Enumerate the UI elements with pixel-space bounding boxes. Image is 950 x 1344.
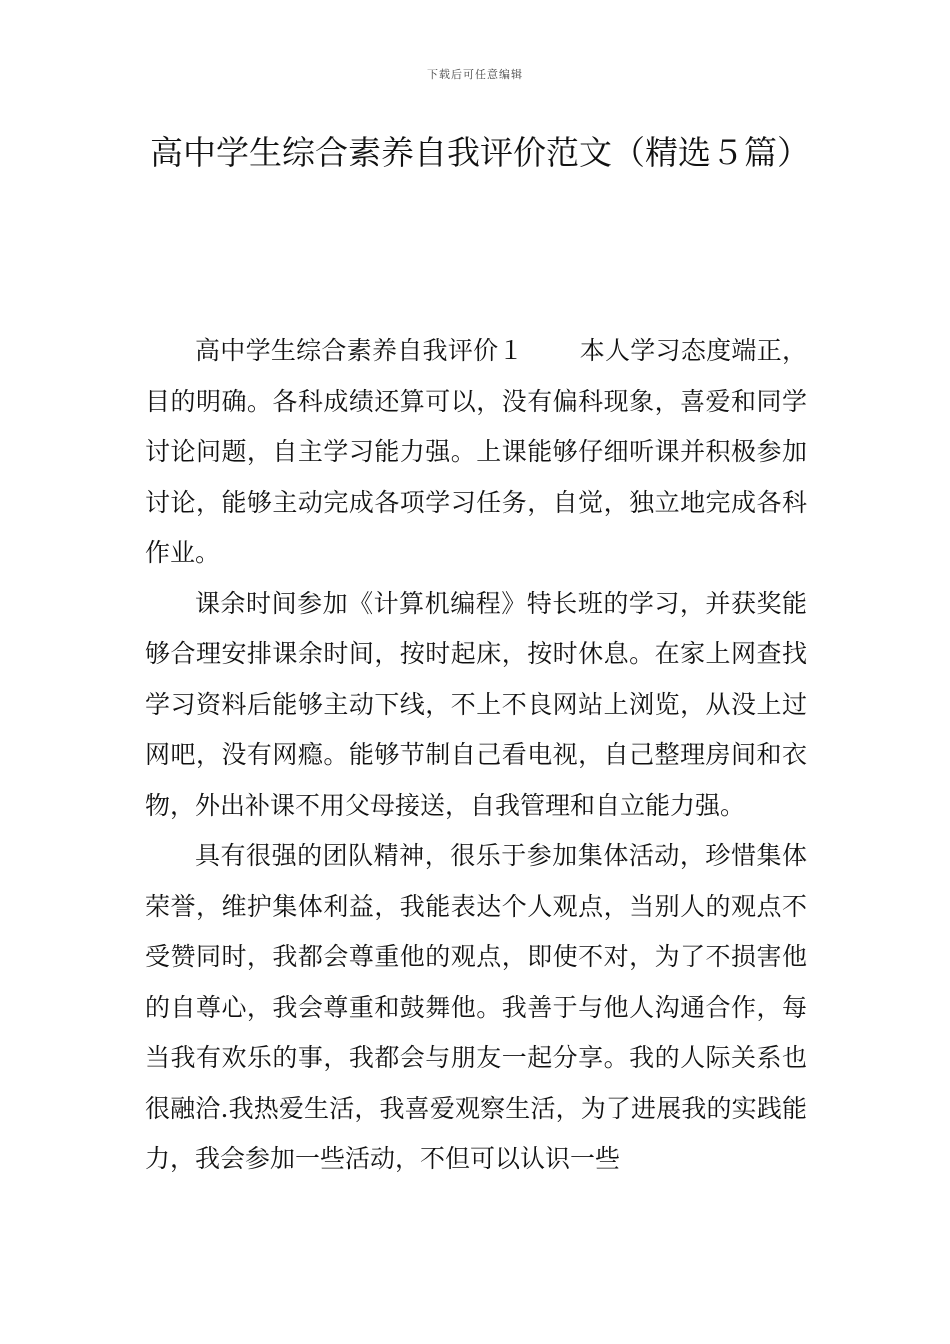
section-heading: 高中学生综合素养自我评价１ (195, 336, 524, 365)
document-title: 高中学生综合素养自我评价范文（精选５篇） (150, 133, 810, 172)
paragraph-1 (145, 326, 807, 579)
header-note: 下载后可任意编辑 (427, 68, 523, 81)
paragraph-3: 具有很强的团队精神，很乐于参加集体活动，珍惜集体荣誉，维护集体利益，我能表达个人观点，当别人的观点不受赞同时，我都会尊重他的观点，即使不对，为了不损害他的自尊心，我会尊重和鼓舞他。我善于与他人沟通合作，每当我有欢乐的事，我都会与朋友一起分享。我的人际关系也很融洽.我热爱生活，我喜爱观察生活，为了进展我的实践能力，我会参加一些活动，不但可以认识一些 (145, 841, 807, 1173)
paragraph-text: 本人学习态度端正，目的明确。各科成绩还算可以，没有偏科现象，喜爱和同学讨论问题，自主学习能力强。上课能够仔细听课并积极参加讨论，能够主动完成各项学习任务，自觉，独立地完成各科作业。 (145, 336, 807, 567)
document-body (145, 326, 807, 1185)
paragraph-2: 课余时间参加《计算机编程》特长班的学习，并获奖能够合理安排课余时间，按时起床，按时休息。在家上网查找学习资料后能够主动下线，不上不良网站上浏览，从没上过网吧，没有网瘾。能够节制自己看电视，自己整理房间和衣物，外出补课不用父母接送，自我管理和自立能力强。 (145, 588, 807, 820)
